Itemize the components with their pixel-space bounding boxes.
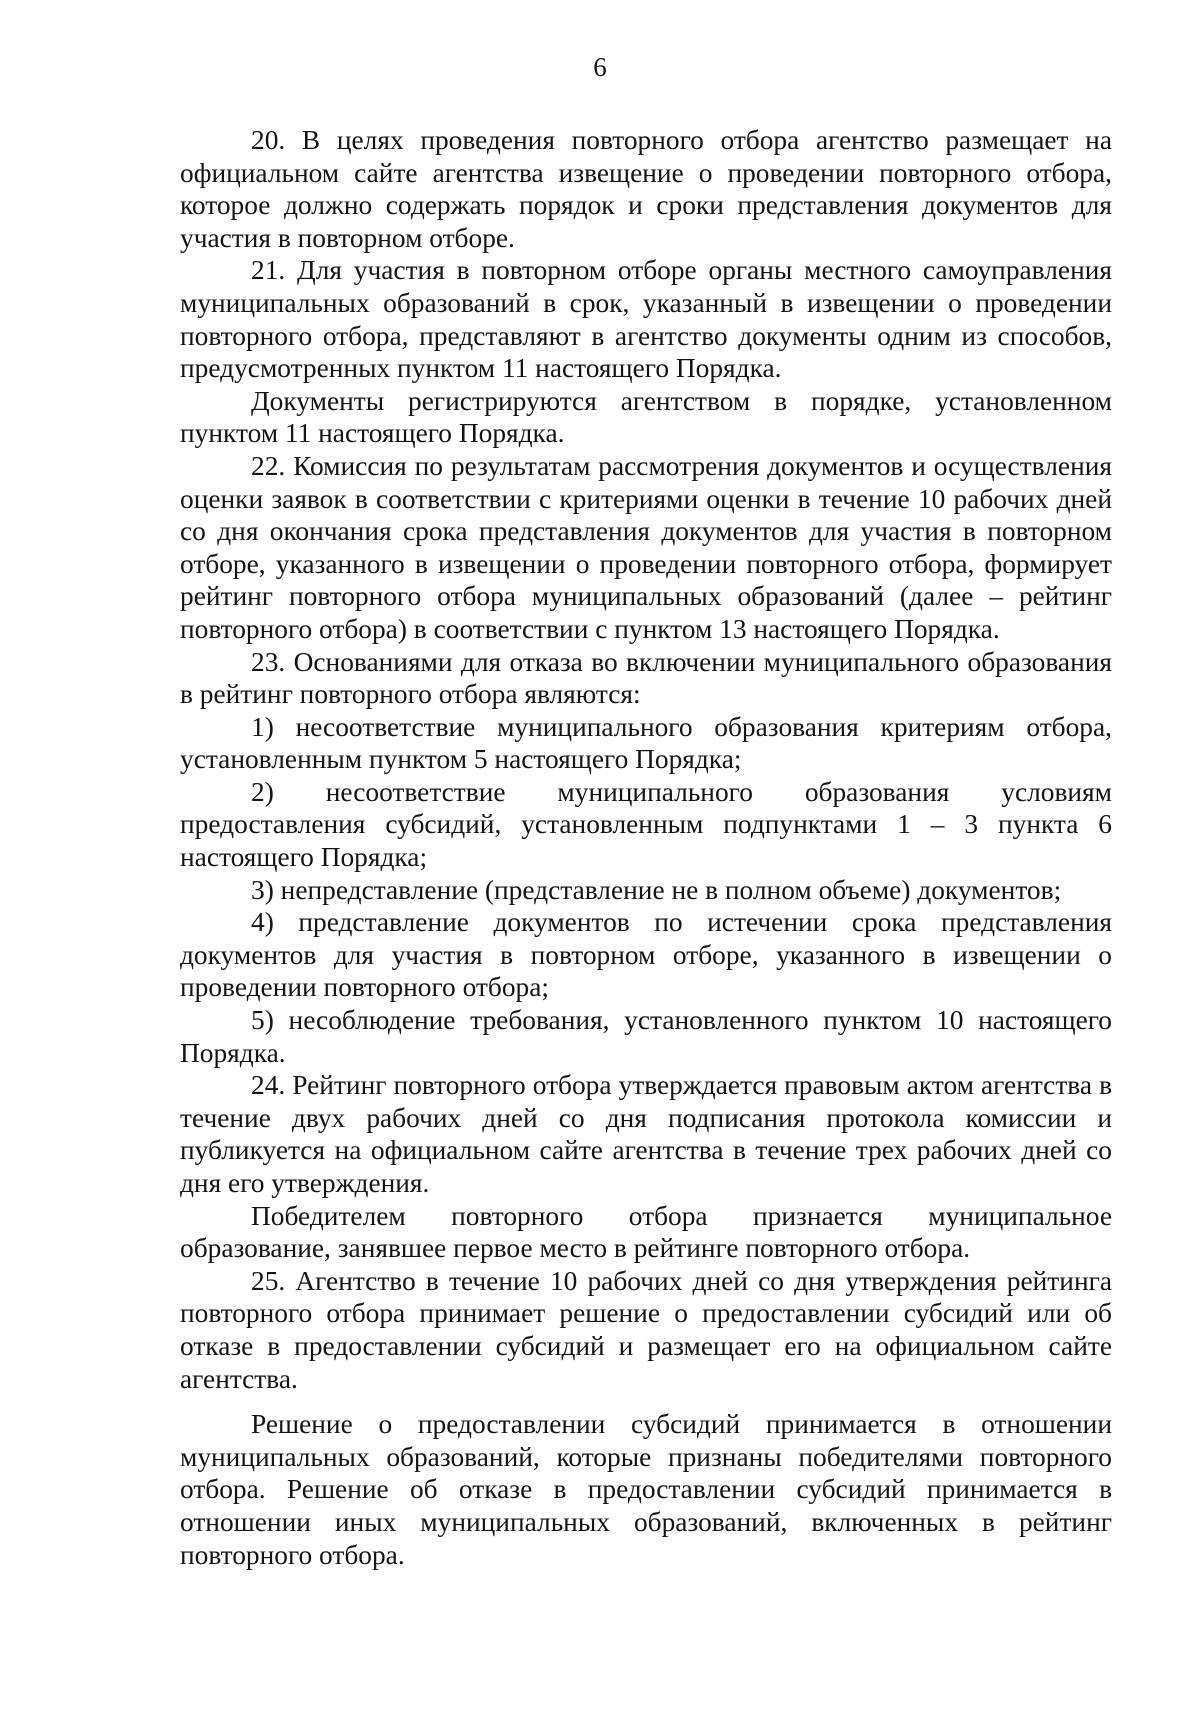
paragraph-23-item-5: 5) несоблюдение требования, установленного пунктом 10 настоящего Порядка.: [180, 1005, 1112, 1068]
paragraph-23-item-1: 1) несоответствие муниципального образования критериям отбора, установленным пунктом 5 настоящего Порядка;: [180, 711, 1112, 775]
paragraph-23-item-4: 4) представление документов по истечении срока представления документов для участия в повторном отборе, указанного в извещении о проведении повторного отбора;: [180, 907, 1112, 1003]
paragraph-20: 20. В целях проведения повторного отбора агентство размещает на официальном сайте агентства извещение о проведении повторного отбора, которое должно содержать порядок и сроки представления документов для участия в повторном отборе.: [180, 125, 1112, 253]
paragraph-23-item-3: 3) непредставление (представление не в полном объеме) документов;: [251, 874, 1062, 905]
paragraph-21: 21. Для участия в повторном отборе органы местного самоуправления муниципальных образований в срок, указанный в извещении о проведении повторного отбора, представляют в агентство документы одним из способов, предусмотренных пунктом 11 настоящего Порядка.: [180, 255, 1112, 384]
document-body: [180, 124, 1112, 1571]
paragraph-25-decision: Решение о предоставлении субсидий принимается в отношении муниципальных образований, которые признаны победителями повторного отбора. Решение об отказе в предоставлении субсидий принимается в отношении иных муниципальных образований, включенных в рейтинг повторного отбора.: [180, 1409, 1112, 1570]
paragraph-22: 22. Комиссия по результатам рассмотрения документов и осуществления оценки заявок в соответствии с критериями оценки в течение 10 рабочих дней со дня окончания срока представления документов для участия в повторном отборе, указанного в извещении о проведении повторного отбора, формирует рейтинг повторного отбора муниципальных образований (далее – рейтинг повторного отбора) в соответствии с пунктом 13 настоящего Порядка.: [180, 450, 1112, 644]
paragraph-23: 23. Основаниями для отказа во включении муниципального образования в рейтинг повторного отбора являются:: [180, 646, 1112, 710]
paragraph-23-item-2: 2) несоответствие муниципального образования условиям предоставления субсидий, установленным подпунктами 1 – 3 пункта 6 настоящего Порядка;: [180, 776, 1112, 873]
paragraph-24: 24. Рейтинг повторного отбора утверждается правовым актом агентства в течение двух рабочих дней со дня подписания протокола комиссии и публикуется на официальном сайте агентства в течение трех рабочих дней со дня его утверждения.: [180, 1070, 1112, 1198]
page-number: 6: [593, 52, 607, 82]
paragraph-24-winner: Победителем повторного отбора признается муниципальное образование, занявшее первое место в рейтинге повторного отбора.: [180, 1200, 1112, 1264]
paragraph-25: 25. Агентство в течение 10 рабочих дней со дня утверждения рейтинга повторного отбора принимает решение о предоставлении субсидий или об отказе в предоставлении субсидий и размещает его на официальном сайте агентства.: [180, 1265, 1112, 1394]
paragraph-21-registration: Документы регистрируются агентством в порядке, установленном пунктом 11 настоящего Порядка.: [180, 385, 1112, 449]
